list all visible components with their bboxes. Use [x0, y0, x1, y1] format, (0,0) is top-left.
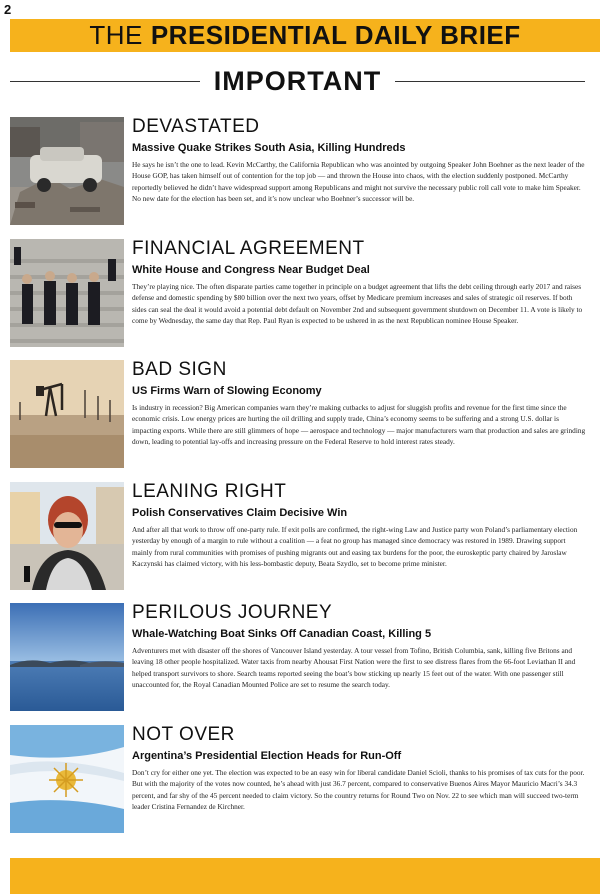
story-image-officials [10, 239, 124, 347]
story-body: They’re playing nice. The often disparate parties came together in principle on a budget agreement that lifts the debt ceiling through early 2017 and raises defense and domestic spending by $80 billion over the next two years, offset by Medicare premium increases and sales of strategic oil reserves. If both sides can seal the deal it would avoid a potential debt default on November 2nd and subsequent government shutdown on December 11. A vote is likely to come by Wednesday, the same day that Rep. Paul Ryan is expected to be ushered in as the next Republican nominee House Speaker. [132, 282, 583, 326]
story-headline: Massive Quake Strikes South Asia, Killing Hundreds [132, 142, 406, 154]
story-headline: Polish Conservatives Claim Decisive Win [132, 507, 348, 519]
story-headline: White House and Congress Near Budget Deal [132, 264, 370, 276]
woman-photo [10, 482, 124, 590]
section-header [10, 64, 585, 98]
coast-photo [10, 603, 124, 711]
masthead-title: PRESIDENTIAL DAILY BRIEF [150, 20, 521, 50]
story-body: And after all that work to throw off one-party rule. If exit polls are confirmed, the right-wing Law and Justice party won Poland’s parliamentary election yesterday by enough of a margin to rule without a coalition — a feat no group has managed since democracy was restored in 1989. Drawing support mainly from rural communities with promises of pushing migrants out and easing tax burdens for the poor, the euroskeptic party chaired by Jaroslaw Kaczynski has claimed victory, with his less-bombastic deputy, Beata Szydlo, set to become prime minister. [132, 525, 578, 569]
page-number: 2 [4, 2, 12, 17]
story-headline: Argentina’s Presidential Election Heads for Run-Off [132, 750, 402, 762]
story-body: He says he isn’t the one to lead. Kevin McCarthy, the California Republican who was anointed by outgoing Speaker John Boehner as the next leader of the House GOP, has taken himself out of contention for the top job — and thrown the House into chaos, with the election suddenly postponed. McCarthy reportedly believed he didn’t have widespread support among Republicans and might not survive the necessary public roll call vote to make him Speaker. No new date for the election has been set, and it’s now unclear who Boehner’s successor will be. [132, 160, 585, 204]
story-headline: Whale-Watching Boat Sinks Off Canadian Coast, Killing 5 [132, 628, 432, 640]
story-body: Is industry in recession? Big American companies warn they’re making cutbacks to adjust for sluggish profits and revenue for the first time since the economic crisis. Low energy prices are hurting the oil drilling and supply trade, China’s economy seems to be suffering and a strong U.S. dollar is impacting exports. While there are still glimmers of hope — aerospace and technology — major manufacturers warn that production and sales are grinding down, leading to potential lay-offs and increasing pressure on the Federal Reserve to hold interest rates steady. [132, 403, 586, 447]
argentina-flag-photo [10, 725, 124, 833]
story-body: Adventurers met with disaster off the shores of Vancouver Island yesterday. A tour vessel from Tofino, British Columbia, sank, killing five Britons and leaving 18 other people hospitalized. Water taxis from nearby Ahousat First Nation were the first to see distress flares from the 66-foot Leviathan II and helped transport survivors to shore. Search teams reported seeing the boat’s bow sticking up nearly 15 feet out of the water. With one passenger still unaccounted for, the Royal Canadian Mounted Police are set to resume the search today. [132, 646, 576, 690]
story-image-flag [10, 725, 124, 833]
masthead-word-the: THE [89, 20, 143, 50]
story-image-oil-pumps [10, 360, 124, 468]
masthead-banner [10, 19, 600, 52]
story-kicker: NOT OVER [132, 724, 235, 745]
story-kicker: FINANCIAL AGREEMENT [132, 238, 365, 259]
earthquake-photo [10, 117, 124, 225]
story-image-woman [10, 482, 124, 590]
footer-band [10, 858, 600, 894]
section-title: IMPORTANT [213, 65, 382, 96]
oil-field-photo [10, 360, 124, 468]
story-body: Don’t cry for either one yet. The election was expected to be an easy win for liberal candidate Daniel Scioli, thanks to his promises of tax cuts for the poor. But with the majority of the votes now counted, he’s ahead with just 36.7 percent, compared to conservative Buenos Aires Mayor Mauricio Macri’s 34.3 percent, and far shy of the 45 percent needed to claim victory. So the country returns for Round Two on Nov. 22 to see which man will succeed two-term leader Cristina Fernandez de Kirchner. [132, 768, 585, 812]
officials-photo [10, 239, 124, 347]
story-image-coast [10, 603, 124, 711]
story-kicker: BAD SIGN [132, 359, 227, 380]
divider-left [10, 81, 200, 82]
story-headline: US Firms Warn of Slowing Economy [132, 385, 322, 397]
divider-right [395, 81, 585, 82]
story-kicker: PERILOUS JOURNEY [132, 602, 333, 623]
story-kicker: LEANING RIGHT [132, 481, 287, 502]
story-kicker: DEVASTATED [132, 116, 260, 137]
story-image-earthquake [10, 117, 124, 225]
